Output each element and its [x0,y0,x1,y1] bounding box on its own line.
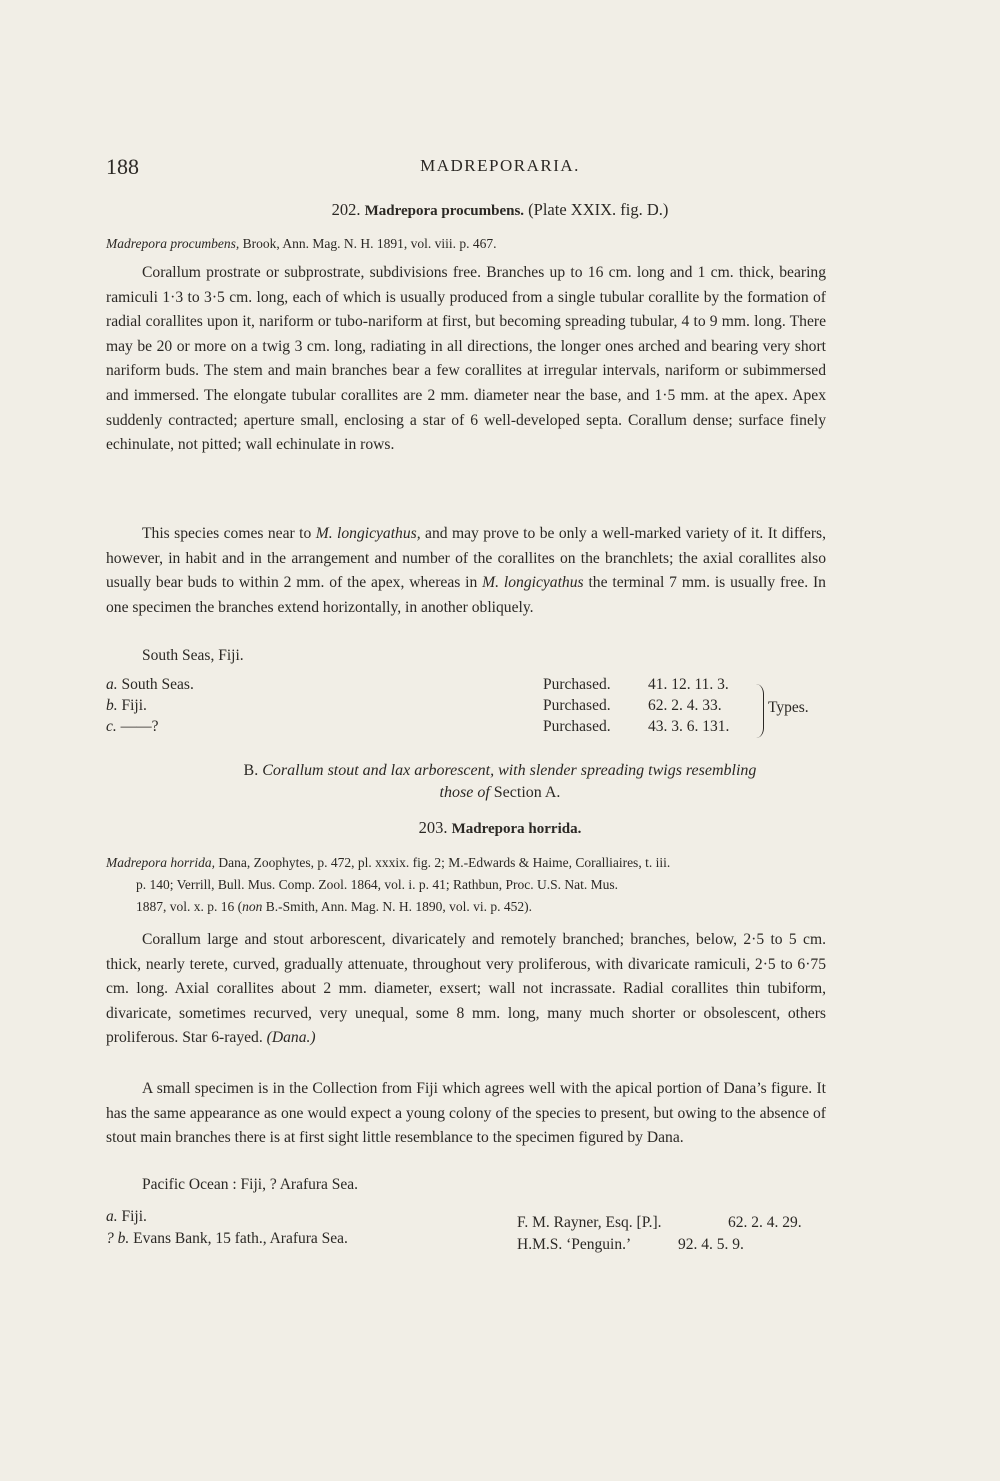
specimen-letter: a. [106,676,118,693]
species-202-synonymy [106,233,826,255]
page-number: 188 [106,154,139,179]
types-label: Types. [768,699,809,716]
plate-reference: (Plate XXIX. fig. D.) [528,200,669,219]
species-203-synonymy [106,852,826,874]
synonym-reference: Brook, Ann. Mag. N. H. 1891, vol. viii. p. 467. [242,236,497,251]
specimen-register: 92. 4. 5. 9. [678,1236,744,1253]
section-b-heading-line2 [0,784,1000,802]
specimen-register: 41. 12. 11. 3. [648,676,729,693]
specimen-letter: c. [106,718,117,735]
specimen-letter: ? b. [106,1230,130,1247]
description-text: Corallum large and stout arborescent, divaricately and remotely branched; branches, below, 2·5 to 5 cm. thick, nearly terete, curved, gradually attenuate, throughout very proliferous, with divaricate ramiculi, 2·5 to 6·75 cm. long. Axial corallites about 2 mm. diameter, exsert; wall not incrassate. Radial corallites thin tubiform, divaricate, sometimes recurved, very unequal, some 8 mm. long, many much shorter or obsolescent, others proliferous. Star 6-rayed. [106,931,826,1047]
synonym-non: non [242,899,263,914]
species-number: 202. [331,200,361,219]
specimen-row [106,697,147,715]
specimen-source: Purchased. [543,676,611,693]
species-203-synonymy-line2: p. 140; Verrill, Bull. Mus. Comp. Zool. 1864, vol. i. p. 41; Rathbun, Proc. U.S. Nat. Mus. [136,877,619,892]
specimen-source: Purchased. [543,697,611,714]
synonym-reference: Dana, Zoophytes, p. 472, pl. xxxix. fig. 2; M.-Edwards & Haime, Coralliaires, t. iii. [218,855,671,870]
running-title: MADREPORARIA. [420,156,580,175]
species-name: Madrepora procumbens. [364,203,525,219]
specimen-row [106,718,159,736]
specimen-row [106,1208,147,1226]
specimen-source: H.M.S. ‘Penguin.’ [517,1236,632,1253]
specimen-place: Evans Bank, 15 fath., Arafura Sea. [133,1230,348,1247]
section-line: Section A. [489,784,561,801]
specimen-row [106,1230,348,1248]
species-203-synonymy-line3 [136,896,856,918]
section-line: Corallum stout and lax arborescent, with slender spreading twigs resembling [262,762,757,779]
synonym-name: Madrepora horrida, [106,855,216,870]
synonym-name: Madrepora procumbens, [106,236,240,251]
specimen-place: South Seas. [121,676,194,693]
section-letter: B. [243,762,259,779]
specimen-register: 43. 3. 6. 131. [648,718,730,735]
synonym-reference: B.-Smith, Ann. Mag. N. H. 1890, vol. vi. p. 452). [262,899,533,914]
species-203-remarks: A small specimen is in the Collection from Fiji which agrees well with the apical portion of Dana’s figure. It has the same appearance as one would expect a young colony of the species to present, but owing to the absence of stout main branches there is at first sight little resemblance to the specimen figured by Dana. [106,1080,826,1147]
specimen-place: ——? [120,718,159,735]
remarks-species: M. longicyathus [482,574,584,592]
description-citation: (Dana.) [266,1029,316,1047]
specimen-place: Fiji. [121,697,147,714]
section-b-heading [0,762,1000,780]
species-name: Madrepora horrida. [451,821,582,837]
specimen-register: 62. 2. 4. 33. [648,697,722,714]
specimen-row [106,676,194,694]
species-203-description [106,928,826,1051]
remarks-text: This species comes near to [142,525,316,542]
types-brace [755,684,764,738]
remarks-species: M. longicyathus, [315,525,421,542]
species-203-locality: Pacific Ocean : Fiji, ? Arafura Sea. [142,1176,359,1193]
section-line: those of [439,784,490,801]
species-203-heading [0,818,1000,838]
specimen-letter: b. [106,697,118,714]
species-202-remarks [106,522,826,620]
specimen-letter: a. [106,1208,118,1225]
specimen-register: 62. 2. 4. 29. [728,1214,802,1231]
species-202-heading [0,200,1000,220]
specimen-source: Purchased. [543,718,611,735]
species-202-locality: South Seas, Fiji. [142,647,244,664]
species-number: 203. [418,818,448,837]
specimen-source: F. M. Rayner, Esq. [P.]. [517,1214,662,1231]
synonym-reference: 1887, vol. x. p. 16 ( [136,899,243,914]
specimen-place: Fiji. [121,1208,147,1225]
remarks-text: the terminal 7 mm. is usually free. In one specimen the branches extend horizontally, in another obliquely. [106,574,826,616]
remarks-text: and may prove to be only a well-marked variety of it. It differs, however, in habit and in the arrangement and number of the corallites on the branchlets; the axial corallites also usually bear buds to within 2 mm. of the apex, whereas in [106,525,827,592]
species-202-description: Corallum prostrate or subprostrate, subdivisions free. Branches up to 16 cm. long and 1 cm. thick, bearing ramiculi 1·3 to 3·5 cm. long, each of which is usually produced from a single tubular corallite by the formation of radial corallites upon it, nariform or tubo-nariform at first, but becoming spreading tubular, 4 to 9 mm. long. There may be 20 or more on a twig 3 cm. long, radiating in all directions, the longer ones arched and bearing very short nariform buds. The stem and main branches bear a few corallites at irregular intervals, nariform or subimmersed and immersed. The elongate tubular corallites are 2 mm. diameter near the base, and 1·5 mm. at the apex. Apex suddenly contracted; aperture small, enclosing a star of 6 well-developed septa. Corallum dense; surface finely echinulate, not pitted; wall echinulate in rows. [106,264,826,454]
